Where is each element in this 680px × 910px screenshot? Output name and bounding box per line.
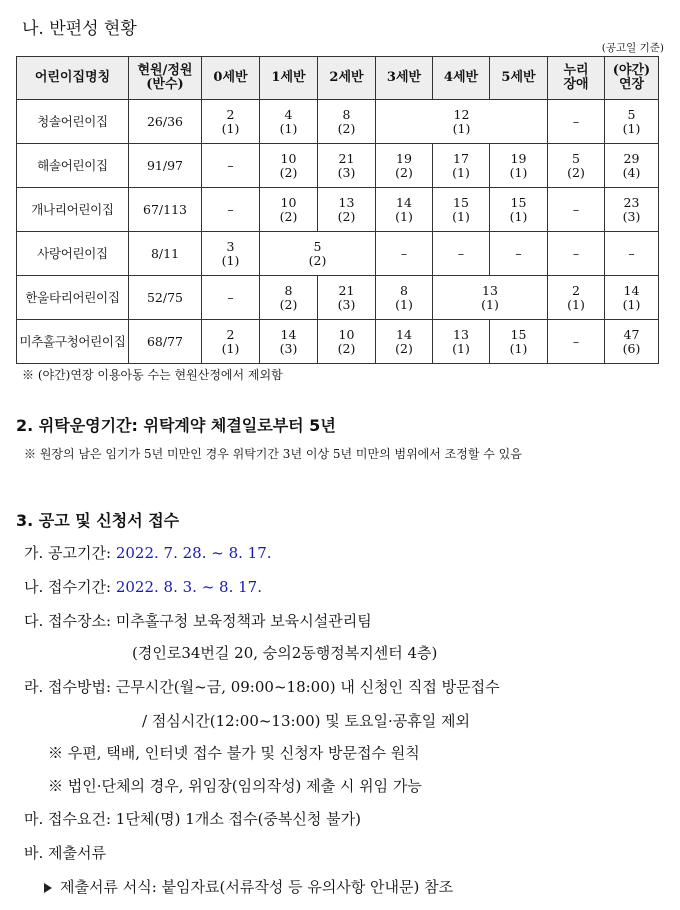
table-header-row: [17, 57, 659, 100]
table-row: [17, 144, 659, 188]
daycare-name-cell: 개나리어린이집: [17, 188, 129, 232]
child-count: 15: [510, 326, 527, 342]
section-title-class-status: 나. 반편성 현황: [22, 19, 137, 39]
header-cell-text: 장애: [563, 77, 589, 92]
class-count: (1): [452, 208, 470, 224]
table-row: [17, 100, 659, 144]
class-count-cell: [376, 188, 433, 232]
class-count: (3): [622, 208, 641, 224]
application-method-exclusion: / 점심시간(12:00~13:00) 및 토요일·공휴일 제외: [142, 712, 470, 730]
class-count-cell: [548, 320, 605, 364]
class-count-cell: [490, 144, 548, 188]
child-count: –: [400, 245, 408, 261]
class-count-cell: [376, 232, 433, 276]
application-place-label: 다. 접수장소:: [24, 612, 112, 630]
header-cell-text: 누리: [563, 63, 589, 78]
class-count-cell: [260, 276, 318, 320]
child-count: 14: [396, 194, 412, 210]
child-count: 8: [284, 282, 293, 298]
application-place-value: 미추홀구청 보육정책과 보육시설관리팀: [115, 612, 372, 630]
class-count-cell: [605, 144, 659, 188]
class-count: (2): [337, 120, 356, 136]
header-cell-text: 0세반: [213, 70, 248, 85]
class-count-cell: [202, 188, 260, 232]
class-count: (1): [395, 208, 413, 224]
notice-period-value: 2022. 7. 28. ~ 8. 17.: [115, 544, 272, 562]
class-count: (3): [279, 340, 298, 356]
class-count-cell: [202, 276, 260, 320]
child-count: –: [227, 157, 234, 173]
class-count-cell: [548, 144, 605, 188]
class-count: (1): [452, 120, 471, 136]
class-count-cell: [605, 232, 659, 276]
class-count-cell: [260, 320, 318, 364]
child-count: –: [457, 245, 465, 261]
application-method-label: 라. 접수방법:: [24, 678, 112, 696]
application-method-line: [24, 676, 500, 697]
header-cell-text: 어린이집명칭: [34, 70, 111, 85]
child-count: –: [572, 113, 580, 129]
class-count: (1): [452, 340, 470, 356]
class-count: (1): [622, 120, 641, 136]
header-cell: [433, 57, 490, 100]
child-count: 10: [338, 326, 355, 342]
table-row: [17, 276, 659, 320]
header-cell-text: (야간): [612, 63, 651, 78]
child-count: 21: [338, 150, 355, 166]
child-count: –: [572, 201, 580, 217]
class-count-cell: [433, 276, 548, 320]
child-count: –: [572, 333, 580, 349]
class-count-cell: [318, 144, 376, 188]
application-place-line: [24, 610, 372, 631]
class-count-cell: [376, 100, 548, 144]
section-title-notice-and-application: 3. 공고 및 신청서 접수: [16, 511, 180, 530]
class-count: (6): [622, 340, 641, 356]
class-count-cell: [605, 100, 659, 144]
table-row: [17, 320, 659, 364]
child-count: 13: [482, 282, 498, 298]
child-count: 14: [396, 326, 412, 342]
class-count: (2): [337, 340, 356, 356]
application-period-line: [24, 576, 262, 597]
class-count: (2): [279, 208, 298, 224]
class-count-cell: [260, 144, 318, 188]
child-count: –: [515, 245, 522, 261]
class-count-cell: [202, 144, 260, 188]
class-count: (2): [279, 164, 298, 180]
child-count: 19: [396, 150, 412, 166]
application-requirement-line: 마. 접수요건: 1단체(명) 1개소 접수(중복신청 불가): [24, 810, 361, 828]
class-count-cell: [605, 188, 659, 232]
child-count: 29: [623, 150, 640, 166]
class-count: (1): [221, 120, 240, 136]
daycare-name-cell: 청솔어린이집: [17, 100, 129, 144]
application-method-value: 근무시간(월~금, 09:00~18:00) 내 신청인 직접 방문접수: [115, 678, 500, 696]
class-count: (3): [337, 164, 356, 180]
header-cell-text: 1세반: [271, 70, 306, 85]
class-count: (2): [395, 164, 413, 180]
header-cell: [17, 57, 129, 100]
header-cell-text: 3세반: [386, 70, 422, 85]
header-cell-text: 연장: [618, 77, 645, 92]
notice-period-line: [24, 542, 272, 563]
table-row: [17, 232, 659, 276]
class-count-cell: [318, 188, 376, 232]
child-count: 19: [510, 150, 527, 166]
capacity-cell: 68/77: [129, 320, 202, 364]
daycare-name-cell: 한울타리어린이집: [17, 276, 129, 320]
class-count: (1): [481, 296, 499, 312]
capacity-cell: 8/11: [129, 232, 202, 276]
class-count: (2): [308, 252, 327, 268]
class-count-cell: [548, 232, 605, 276]
class-count: (1): [221, 252, 240, 268]
child-count: 12: [453, 106, 470, 122]
child-count: 23: [623, 194, 640, 210]
class-count-cell: [548, 276, 605, 320]
child-count: 13: [338, 194, 355, 210]
child-count: 5: [627, 106, 636, 122]
daycare-name-cell: 해솔어린이집: [17, 144, 129, 188]
header-cell: [318, 57, 376, 100]
class-count: (2): [567, 164, 585, 180]
class-count: (2): [395, 340, 413, 356]
class-count-cell: [490, 320, 548, 364]
child-count: 15: [453, 194, 469, 210]
class-count: (3): [337, 296, 356, 312]
header-cell: [202, 57, 260, 100]
class-count: (1): [509, 340, 528, 356]
child-count: 5: [313, 238, 322, 254]
class-count: (1): [509, 164, 528, 180]
daycare-name-cell: 사랑어린이집: [17, 232, 129, 276]
class-count-cell: [605, 320, 659, 364]
header-cell: [548, 57, 605, 100]
class-count-cell: [318, 276, 376, 320]
header-cell-text: 4세반: [443, 70, 479, 85]
application-place-address: (경인로34번길 20, 숭의2동행정복지센터 4층): [132, 644, 438, 662]
class-count: (1): [452, 164, 470, 180]
header-cell-text: 현원/정원: [137, 63, 193, 78]
documents-form-line: [44, 876, 453, 897]
application-period-label: 나. 접수기간:: [24, 578, 112, 596]
class-count-cell: [260, 188, 318, 232]
class-count-cell: [490, 232, 548, 276]
class-count-cell: [433, 144, 490, 188]
child-count: 10: [280, 150, 297, 166]
child-count: 2: [572, 282, 580, 298]
class-count-cell: [376, 320, 433, 364]
child-count: –: [572, 245, 580, 261]
header-cell-text: 5세반: [501, 70, 536, 85]
capacity-cell: 91/97: [129, 144, 202, 188]
child-count: 47: [623, 326, 640, 342]
capacity-cell: 52/75: [129, 276, 202, 320]
application-note-proxy: ※ 법인·단체의 경우, 위임장(임의작성) 제출 시 위임 가능: [48, 777, 422, 795]
child-count: –: [628, 245, 635, 261]
child-count: 2: [226, 106, 235, 122]
documents-heading: 바. 제출서류: [24, 844, 106, 862]
daycare-name-cell: 미추홀구청어린이집: [17, 320, 129, 364]
child-count: 8: [400, 282, 408, 298]
class-count: (1): [509, 208, 528, 224]
class-count-cell: [605, 276, 659, 320]
class-count-cell: [548, 100, 605, 144]
class-count: (2): [279, 296, 298, 312]
header-cell-text: (반수): [146, 77, 184, 92]
class-count-cell: [490, 188, 548, 232]
child-count: 3: [226, 238, 235, 254]
class-count-cell: [202, 232, 260, 276]
child-count: 8: [342, 106, 351, 122]
triangle-bullet-icon: [44, 883, 52, 893]
child-count: 13: [453, 326, 469, 342]
child-count: 21: [338, 282, 355, 298]
class-count-cell: [260, 100, 318, 144]
table-row: [17, 188, 659, 232]
class-count-cell: [376, 276, 433, 320]
class-count-cell: [260, 232, 376, 276]
class-status-table: [16, 56, 659, 364]
child-count: –: [227, 201, 234, 217]
notice-period-label: 가. 공고기간:: [24, 544, 112, 562]
child-count: 14: [623, 282, 640, 298]
consignment-period-note: ※ 원장의 남은 임기가 5년 미만인 경우 위탁기간 3년 이상 5년 미만의 범위에서 조정할 수 있음: [24, 447, 522, 461]
application-note-visit-only: ※ 우편, 택배, 인터넷 접수 불가 및 신청자 방문접수 원칙: [48, 744, 420, 762]
child-count: 10: [280, 194, 297, 210]
class-count-cell: [548, 188, 605, 232]
class-count: (4): [622, 164, 641, 180]
class-count: (1): [622, 296, 641, 312]
class-count-cell: [433, 188, 490, 232]
class-count-cell: [433, 320, 490, 364]
class-count: (1): [279, 120, 298, 136]
application-period-value: 2022. 8. 3. ~ 8. 17.: [115, 578, 262, 596]
class-count-cell: [433, 232, 490, 276]
child-count: 17: [453, 150, 469, 166]
section-title-consignment-period: 2. 위탁운영기간: 위탁계약 체결일로부터 5년: [16, 416, 336, 435]
class-count-cell: [202, 100, 260, 144]
child-count: 5: [572, 150, 580, 166]
class-count-cell: [202, 320, 260, 364]
header-cell: [129, 57, 202, 100]
capacity-cell: 67/113: [129, 188, 202, 232]
child-count: 4: [284, 106, 293, 122]
class-count: (2): [337, 208, 356, 224]
header-cell: [260, 57, 318, 100]
class-count-cell: [318, 320, 376, 364]
header-cell-text: 2세반: [329, 70, 364, 85]
child-count: 14: [280, 326, 297, 342]
class-count: (1): [567, 296, 585, 312]
child-count: 15: [510, 194, 527, 210]
header-cell: [605, 57, 659, 100]
child-count: –: [227, 289, 234, 305]
child-count: 2: [226, 326, 235, 342]
header-cell: [376, 57, 433, 100]
header-cell: [490, 57, 548, 100]
class-count: (1): [395, 296, 413, 312]
capacity-cell: 26/36: [129, 100, 202, 144]
class-count: (1): [221, 340, 240, 356]
documents-form-text: 제출서류 서식: 붙임자료(서류작성 등 유의사항 안내문) 참조: [60, 878, 454, 896]
table-note: ※ (야간)연장 이용아동 수는 현원산정에서 제외함: [22, 368, 283, 382]
class-count-cell: [318, 100, 376, 144]
basis-date-label: (공고일 기준): [601, 42, 664, 54]
class-count-cell: [376, 144, 433, 188]
